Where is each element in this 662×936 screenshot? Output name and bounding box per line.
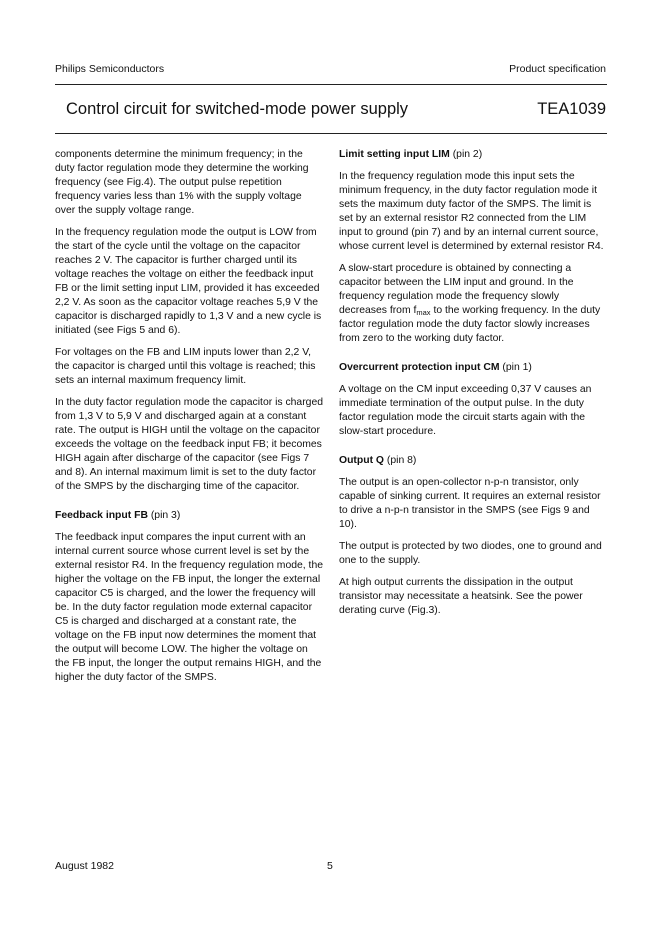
document-title: Control circuit for switched-mode power supply <box>66 100 409 118</box>
header-rule-bottom <box>55 133 607 134</box>
paragraph: A slow-start procedure is obtained by connecting a capacitor between the LIM input and ground. In the frequency regulation mode the frequency slowly decreases from $f_{max}$ to the working frequency. In the duty factor regulation mode the duty factor slowly increases from zero to the working duty factor. <box>339 263 601 344</box>
footer-date: August 1982 <box>55 860 114 872</box>
heading-text: Overcurrent protection input CM <box>339 362 500 373</box>
paragraph: components determine the minimum frequency; in the duty factor regulation mode they determine the working frequency (see Fig.4). The output pulse repetition frequency varies less than 1% with the supply voltage over the supply voltage range. <box>55 149 309 216</box>
paragraph: The output is protected by two diodes, one to ground and one to the supply. <box>339 541 602 566</box>
paragraph: In the frequency regulation mode the output is LOW from the start of the cycle until the voltage on the capacitor reaches 2 V. The capacitor is further charged until its voltage reaches the voltage on either the feedback input FB or the limit setting input LIM, provided it has exceeded 2,2 V. As soon as the capacitor voltage reaches 5,9 V the capacitor is discharged rapidly to 1,3 V and a new cycle is initiated (see Figs 5 and 6). <box>55 227 322 336</box>
pin-label: (pin 3) <box>150 510 181 521</box>
heading-text: Feedback input FB <box>55 510 148 521</box>
paragraph: In the frequency regulation mode this input sets the minimum frequency, in the duty factor regulation mode it sets the maximum duty factor of the SMPS. The limit is set by an external resistor R2 connected from the LIM input to ground (pin 7) and by an internal current source, whose current level is determined by external resistor R4. <box>339 171 604 252</box>
section-heading-feedback <box>55 509 323 523</box>
section-heading-lim <box>339 148 607 162</box>
company-name: Philips Semiconductors <box>55 63 165 75</box>
page-number: 5 <box>327 860 333 872</box>
paragraph: In the duty factor regulation mode the capacitor is charged from 1,3 V to 5,9 V and discharged again at a constant rate. The output is HIGH until the voltage on the capacitor exceeds the voltage on the feedback input FB; it becomes HIGH again after discharge of the capacitor (see Figs 7 and 8). An internal maximum limit is set to the duty factor of the SMPS by the discharging time of the capacitor. <box>55 397 324 492</box>
paragraph: The feedback input compares the input current with an internal current source whose current level is set by the external resistor R4. In the frequency regulation mode, the higher the voltage on the FB input, the longer the external capacitor C5 is charged, and the lower the frequency will be. In the duty factor regulation mode external capacitor C5 is charged and discharged at a constant rate, the voltage on the FB input now determines the moment that the output will become LOW. The higher the voltage on the FB input, the longer the output remains HIGH, and the higher the duty factor of the SMPS. <box>55 532 323 683</box>
left-column <box>55 148 323 693</box>
subscript-max: max <box>416 308 431 317</box>
pin-label: (pin 8) <box>386 455 417 466</box>
header-rule-top <box>55 84 607 85</box>
paragraph: The output is an open-collector n-p-n transistor, only capable of sinking current. It requires an external resistor to drive a n-p-n transistor in the SMPS (see Figs 9 and 10). <box>339 477 601 530</box>
heading-text: Limit setting input LIM <box>339 149 450 160</box>
paragraph: A voltage on the CM input exceeding 0,37 V causes an immediate termination of the output pulse. In the duty factor regulation mode the circuit starts again with the slow-start procedure. <box>339 384 592 437</box>
part-number: TEA1039 <box>537 100 606 118</box>
heading-text: Output Q <box>339 455 385 466</box>
pin-label: (pin 1) <box>502 362 532 373</box>
pin-label: (pin 2) <box>452 149 483 160</box>
section-heading-output-q <box>339 454 607 468</box>
paragraph: At high output currents the dissipation in the output transistor may necessitate a heatsink. See the power derating curve (Fig.3). <box>339 577 583 616</box>
section-heading-cm <box>339 361 607 375</box>
document-type: Product specification <box>509 63 606 75</box>
right-column <box>339 148 607 626</box>
paragraph: For voltages on the FB and LIM inputs lower than 2,2 V, the capacitor is charged until this voltage is reached; this sets an internal maximum frequency limit. <box>55 347 316 386</box>
